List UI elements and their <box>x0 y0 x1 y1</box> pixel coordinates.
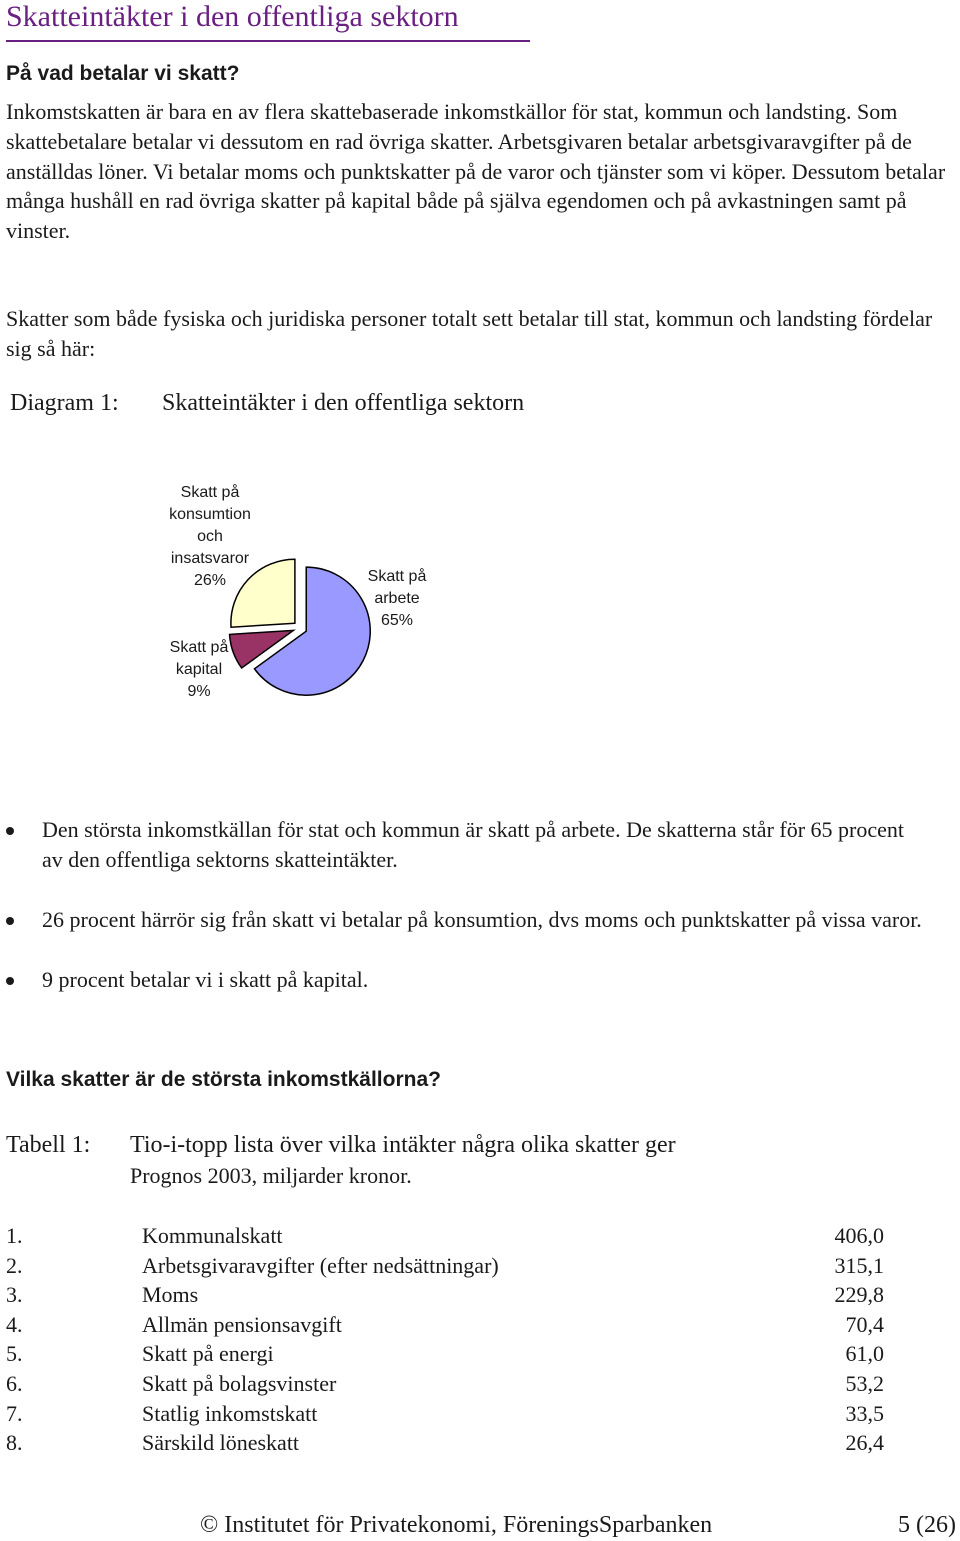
bullet-text: 9 procent betalar vi i skatt på kapital. <box>42 967 369 992</box>
row-value: 229,8 <box>834 1282 884 1308</box>
top-list-row <box>6 1399 884 1429</box>
row-rank: 6. <box>6 1370 23 1396</box>
page-number: 5 (26) <box>898 1512 956 1538</box>
pie-label-line: Skatt på <box>367 568 427 585</box>
row-name: Arbetsgivaravgifter (efter nedsättningar) <box>142 1252 499 1278</box>
row-value: 70,4 <box>845 1311 884 1337</box>
pie-label-line: 26% <box>193 572 227 589</box>
row-name: Kommunalskatt <box>142 1223 283 1248</box>
page-title: Skatteintäkter i den offentliga sektorn <box>6 0 459 33</box>
pie-label-line: konsumtion <box>169 506 251 523</box>
row-value: 406,0 <box>834 1223 884 1248</box>
pie-label-line: 65% <box>380 612 414 629</box>
row-rank: 1. <box>6 1223 23 1248</box>
title-underline <box>6 40 530 42</box>
table-subtitle: Prognos 2003, miljarder kronor. <box>130 1163 412 1188</box>
bullet-item <box>0 815 922 875</box>
row-value: 53,2 <box>845 1370 884 1396</box>
row-rank: 5. <box>6 1341 23 1367</box>
bullet-text: Den största inkomstkällan för stat och kommun är skatt på arbete. De skatterna står för 65 procent av den offentliga sektorns skatteintäkter. <box>42 817 905 872</box>
row-rank: 2. <box>6 1252 23 1278</box>
row-name: Allmän pensionsavgift <box>142 1311 342 1337</box>
pie-label-line: kapital <box>175 661 223 678</box>
bullet-dot-icon <box>6 977 14 985</box>
row-value: 33,5 <box>845 1400 884 1426</box>
top-list-row <box>6 1369 884 1399</box>
row-name: Skatt på bolagsvinster <box>142 1370 337 1396</box>
table-number: Tabell 1: <box>6 1132 91 1158</box>
row-value: 26,4 <box>845 1430 884 1456</box>
row-name: Särskild löneskatt <box>142 1430 300 1456</box>
pie-label-line: arbete <box>374 590 420 607</box>
top-list-row <box>6 1221 884 1251</box>
pie-label-line: 9% <box>187 683 211 700</box>
pie-label-line: insatsvaror <box>170 550 250 567</box>
section-heading-largest-sources: Vilka skatter är de största inkomstkällorna? <box>6 1068 441 1091</box>
footer-copyright: © Institutet för Privatekonomi, FöreningsSparbanken <box>200 1512 713 1538</box>
top-list-row <box>6 1280 884 1310</box>
row-name: Skatt på energi <box>142 1341 274 1367</box>
top-list-row <box>6 1251 884 1281</box>
row-value: 315,1 <box>834 1252 884 1278</box>
table-title: Tio-i-topp lista över vilka intäkter några olika skatter ger <box>130 1132 676 1158</box>
pie-label-capital <box>152 637 246 703</box>
row-value: 61,0 <box>845 1341 884 1367</box>
table-caption <box>6 1132 676 1159</box>
bullet-item <box>0 905 922 935</box>
top-list <box>6 1221 884 1458</box>
row-rank: 7. <box>6 1400 23 1426</box>
distribution-paragraph: Skatter som både fysiska och juridiska personer totalt sett betalar till stat, kommun och landsting fördelar sig så här: <box>6 306 933 361</box>
diagram-title: Skatteintäkter i den offentliga sektorn <box>162 390 525 416</box>
bullet-list <box>0 815 960 1025</box>
bullet-item <box>0 965 922 995</box>
top-list-row <box>6 1310 884 1340</box>
row-rank: 8. <box>6 1430 23 1456</box>
intro-paragraph: Inkomstskatten är bara en av flera skattebaserade inkomstkällor för stat, kommun och landsting. Som skattebetalare betalar vi dessutom en rad övriga skatter. Arbetsgivaren betalar arbetsgivaravgifter på de anställdas löner. Vi betalar moms och punktskatter på de varor och tjänster som vi köper. Dessutom betalar många hushåll en rad övriga skatter på kapital både på själva egendomen och på avkastningen samt på vinster. <box>6 99 946 244</box>
row-rank: 3. <box>6 1282 23 1308</box>
pie-chart <box>0 460 960 720</box>
bullet-dot-icon <box>6 827 14 835</box>
pie-label-labour <box>350 566 444 632</box>
pie-label-line: och <box>197 528 223 545</box>
diagram-caption <box>10 390 524 417</box>
pie-label-line: Skatt på <box>180 484 240 501</box>
top-list-row <box>6 1339 884 1369</box>
pie-label-consumption <box>150 482 270 592</box>
row-rank: 4. <box>6 1311 23 1337</box>
section-heading-what-we-pay: På vad betalar vi skatt? <box>6 62 240 85</box>
pie-chart-svg <box>0 460 960 720</box>
row-name: Moms <box>142 1282 199 1308</box>
diagram-number: Diagram 1: <box>10 390 119 416</box>
pie-label-line: Skatt på <box>169 639 229 656</box>
bullet-dot-icon <box>6 917 14 925</box>
bullet-text: 26 procent härrör sig från skatt vi betalar på konsumtion, dvs moms och punktskatter på vissa varor. <box>42 907 922 932</box>
top-list-row <box>6 1428 884 1458</box>
row-name: Statlig inkomstskatt <box>142 1400 318 1426</box>
